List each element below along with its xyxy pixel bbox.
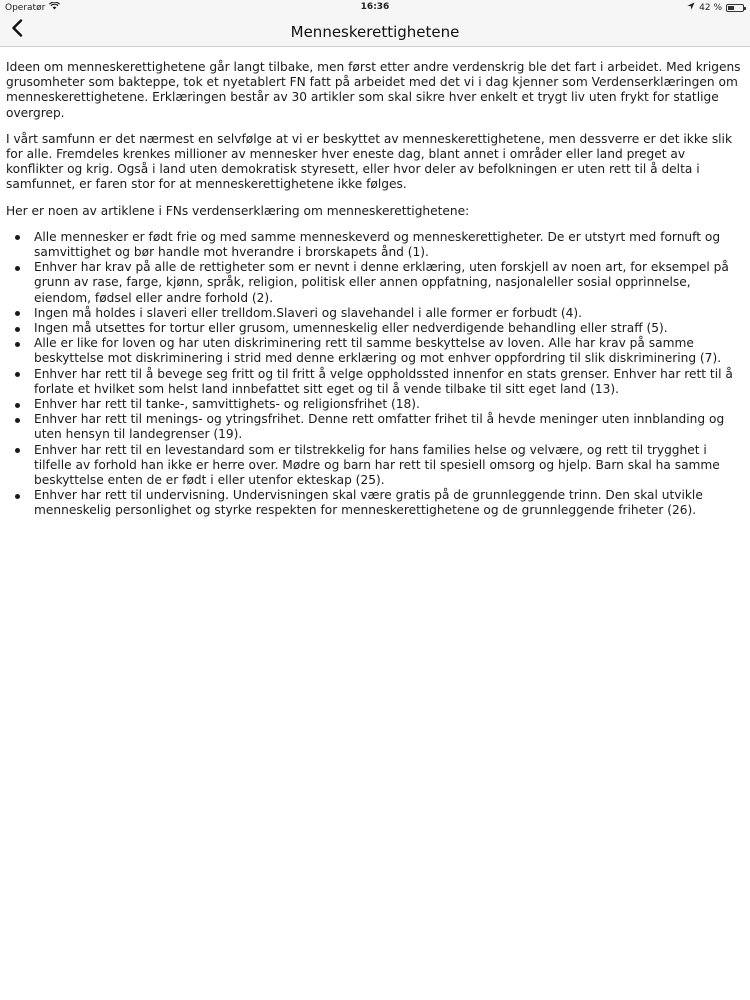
articles-list (6, 230, 741, 519)
battery-icon (726, 4, 744, 12)
list-item: Enhver har rett til tanke-, samvittighets- og religionsfrihet (18). (34, 397, 741, 412)
list-item: Enhver har krav på alle de rettigheter som er nevnt i denne erklæring, uten forskjell av noen art, for eksempel på grunn av rase, farge, kjønn, språk, religion, politisk eller annen oppfatning, nasjonaleller sosial opprinnelse, eiendom, fødsel eller andre forhold (2). (34, 260, 741, 306)
page-title: Menneskerettighetene (290, 23, 460, 41)
article-content (6, 60, 741, 519)
list-item: Enhver har rett til menings- og ytringsfrihet. Denne rett omfatter frihet til å hevde meninger uten innblanding og uten hensyn til landegrenser (19). (34, 412, 741, 442)
list-intro-paragraph: Her er noen av artiklene i FNs verdenserklæring om menneskerettighetene: (6, 203, 470, 218)
list-item: Enhver har rett til undervisning. Undervisningen skal være gratis på de grunnleggende trinn. Den skal utvikle menneskelig personlighet og styrke respekten for menneskerettighetene og de grunnleggende friheter (26). (34, 488, 741, 518)
list-item: Alle er like for loven og har uten diskriminering rett til samme beskyttelse av loven. Alle har krav på samme beskyttelse mot diskriminering i strid med denne erklæring og mot enhver oppfordring til slik diskriminering (7). (34, 336, 741, 366)
list-item: Ingen må utsettes for tortur eller grusom, umenneskelig eller nedverdigende behandling eller straff (5). (34, 321, 741, 336)
battery-percent: 42 % (699, 2, 722, 13)
carrier-label: Operatør (5, 2, 46, 13)
navigation-bar (0, 16, 750, 47)
list-item: Ingen må holdes i slaveri eller trelldom.Slaveri og slavehandel i alle former er forbudt (4). (34, 306, 741, 321)
list-item: Enhver har rett til å bevege seg fritt og til fritt å velge oppholdssted innenfor en stats grenser. Enhver har rett til å forlate et hvilket som helst land innbefattet sitt eget og til å vende tilbake til sitt eget land (13). (34, 367, 741, 397)
list-item: Enhver har rett til en levestandard som er tilstrekkelig for hans families helse og velvære, og rett til trygghet i tilfelle av forhold han ikke er herre over. Mødre og barn har rett til spesiell omsorg og hjelp. Barn skal ha samme beskyttelse enten de er født i eller utenfor ekteskap (25). (34, 443, 741, 489)
status-time: 16:36 (360, 2, 390, 12)
intro-paragraph: Ideen om menneskerettighetene går langt tilbake, men først etter andre verdenskrig ble det fart i arbeidet. Med krigens grusomheter som bakteppe, tok et nyetablert FN fatt på arbeidet med det vi i dag kjenner som Verdenserklæringen om menneskerettighetene. Erklæringen består av 30 artikler som skal sikre hver enkelt et trygt liv uten frykt for statlige overgrep. (6, 60, 741, 120)
list-item: Alle mennesker er født frie og med samme menneskeverd og menneskerettigheter. De er utstyrt med fornuft og samvittighet og bør handle mot hverandre i brorskapets ånd (1). (34, 230, 741, 260)
status-bar (0, 0, 750, 16)
context-paragraph: I vårt samfunn er det nærmest en selvfølge at vi er beskyttet av menneskerettighetene, men dessverre er det ikke slik for alle. Fremdeles krenkes millioner av mennesker hver eneste dag, blant annet i områder eller land preget av konflikter og krig. Også i land uten demokratisk styresett, eller hvor deler av befolkningen er uten rett til å delta i samfunnet, er faren stor for at menneskerettighetene ikke følges. (6, 131, 733, 192)
status-right (687, 2, 744, 13)
battery-fill (728, 6, 734, 10)
location-arrow-icon (687, 2, 695, 13)
